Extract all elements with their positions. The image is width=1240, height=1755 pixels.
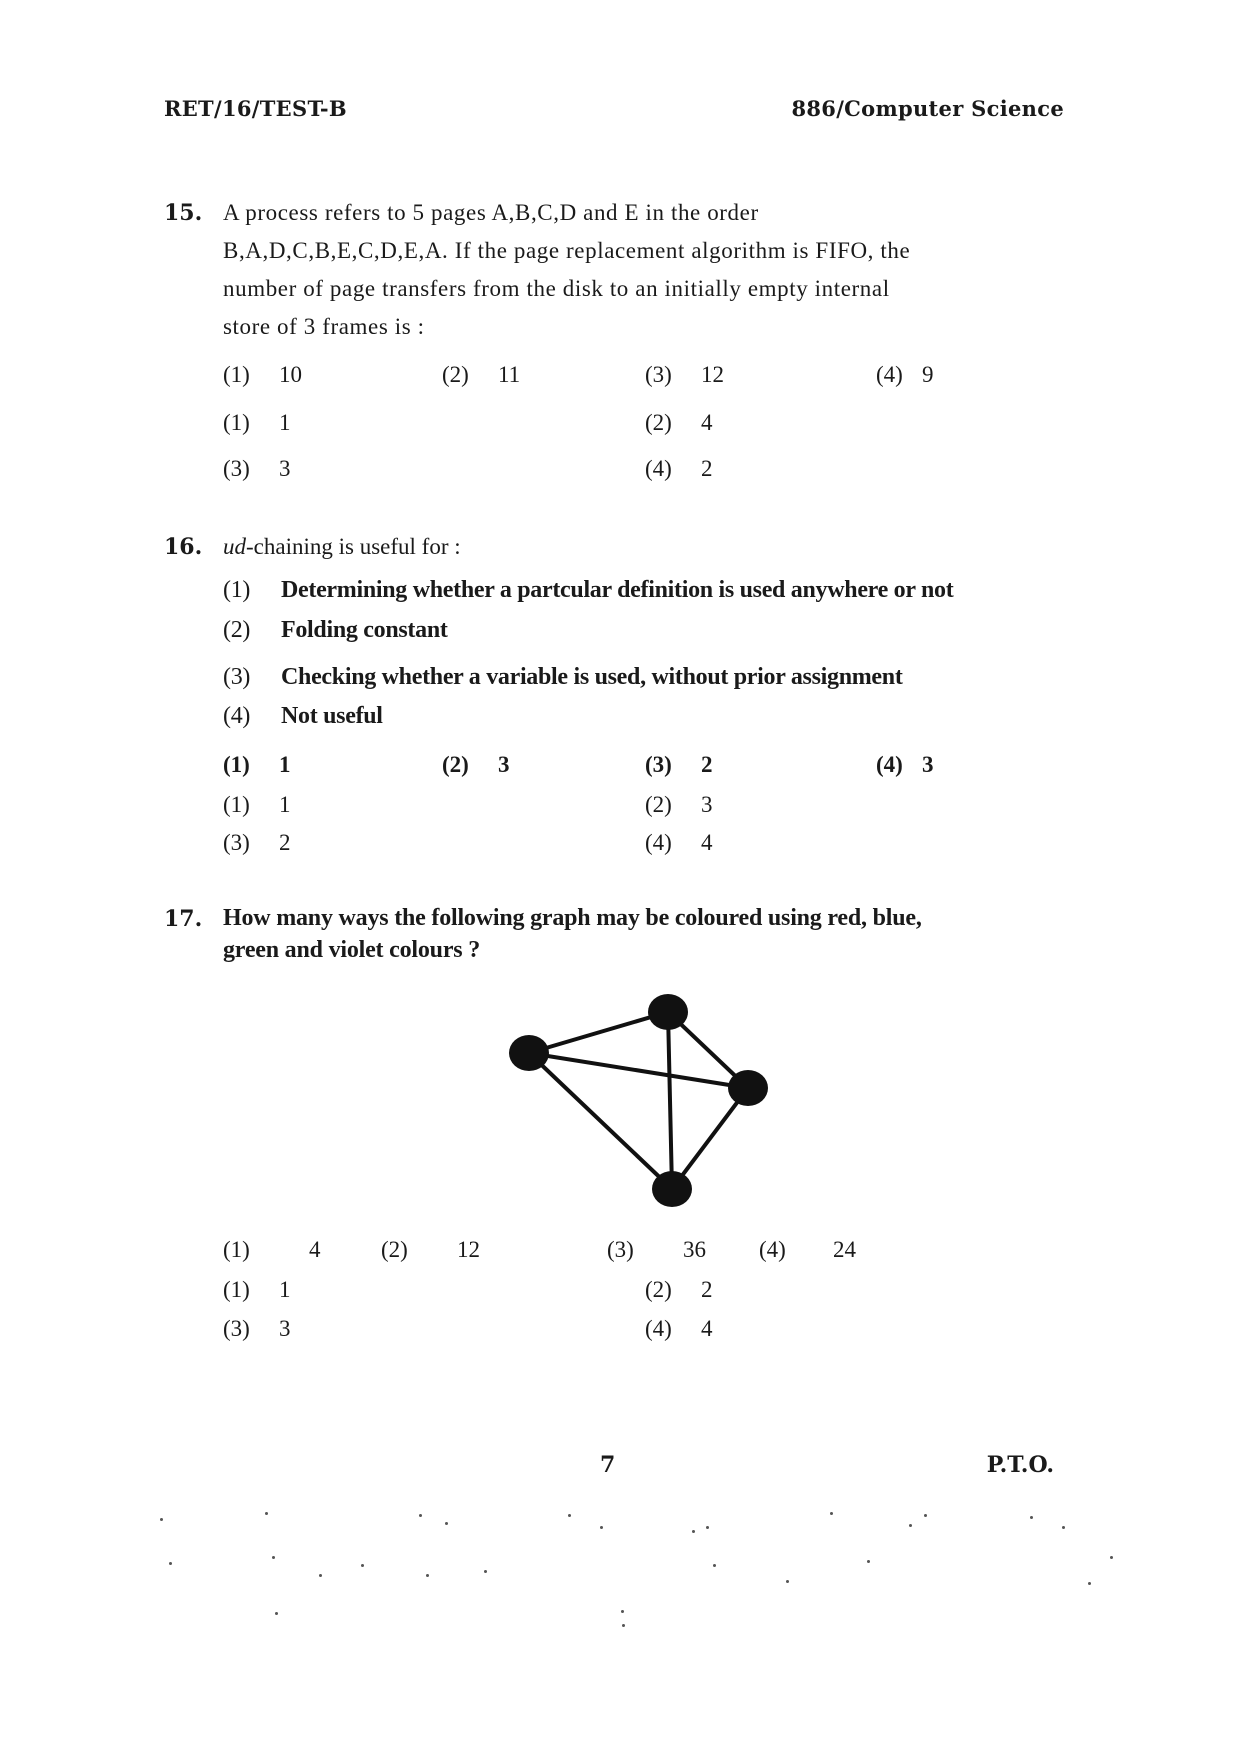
header-test-code: RET/16/TEST-B	[164, 96, 347, 121]
option-4: (4) 24	[759, 1237, 856, 1262]
option-1: (1) 4	[223, 1237, 321, 1262]
header-subject: 886/Computer Science	[791, 96, 1064, 121]
answer-choice-4: (4) 2	[645, 456, 713, 481]
graph-diagram	[500, 990, 790, 1220]
answer-choice-2: (2) 3	[645, 792, 713, 817]
choice-4: (4) 3	[876, 752, 934, 777]
option-1: (1) 10	[223, 362, 302, 387]
option-1: (1) Determining whether a partcular definition is used anywhere or not	[223, 577, 954, 603]
answer-choice-1: (1) 1	[223, 1277, 291, 1302]
graph-edge	[668, 1012, 672, 1189]
question-number: 17.	[164, 906, 203, 932]
question-line: B,A,D,C,B,E,C,D,E,A. If the page replacement algorithm is FIFO, the	[223, 238, 911, 263]
question-text	[223, 194, 1075, 346]
option-3: (3) Checking whether a variable is used, without prior assignment	[223, 664, 903, 690]
answer-choice-3: (3) 3	[223, 1316, 291, 1341]
question-number: 15.	[164, 200, 203, 226]
choice-2: (2) 3	[442, 752, 510, 777]
graph-edge	[529, 1012, 668, 1053]
answer-choice-1: (1) 1	[223, 792, 291, 817]
question-line: store of 3 frames is :	[223, 314, 425, 339]
question-line: green and violet colours ?	[223, 937, 481, 963]
question-line: How many ways the following graph may be coloured using red, blue,	[223, 905, 922, 931]
graph-vertex	[648, 994, 688, 1030]
graph-edges	[529, 1012, 748, 1189]
answer-choice-4: (4) 4	[645, 1316, 713, 1341]
option-2: (2) Folding constant	[223, 617, 448, 643]
question-text	[223, 902, 1075, 966]
answer-choice-2: (2) 2	[645, 1277, 713, 1302]
graph-vertex	[728, 1070, 768, 1106]
answer-choice-4: (4) 4	[645, 830, 713, 855]
answer-choice-2: (2) 4	[645, 410, 713, 435]
question-rest: -chaining is useful for :	[246, 534, 461, 559]
question-line: number of page transfers from the disk to an initially empty internal	[223, 276, 890, 301]
graph-vertex	[652, 1171, 692, 1207]
question-line: A process refers to 5 pages A,B,C,D and E in the order	[223, 200, 759, 225]
page-number: 7	[600, 1452, 616, 1478]
choice-1: (1) 1	[223, 752, 291, 777]
answer-choice-1: (1) 1	[223, 410, 291, 435]
question-italic: ud	[223, 534, 246, 559]
choice-3: (3) 2	[645, 752, 713, 777]
graph-edge	[672, 1088, 748, 1189]
question-text	[223, 528, 1075, 566]
option-4: (4) 9	[876, 362, 934, 387]
option-3: (3) 12	[645, 362, 724, 387]
answer-choice-3: (3) 3	[223, 456, 291, 481]
option-2: (2) 12	[381, 1237, 480, 1262]
graph-vertex	[509, 1035, 549, 1071]
option-4: (4) Not useful	[223, 703, 383, 729]
option-3: (3) 36	[607, 1237, 706, 1262]
question-number: 16.	[164, 534, 203, 560]
answer-choice-3: (3) 2	[223, 830, 291, 855]
option-2: (2) 11	[442, 362, 521, 387]
pto-label: P.T.O.	[986, 1452, 1054, 1478]
